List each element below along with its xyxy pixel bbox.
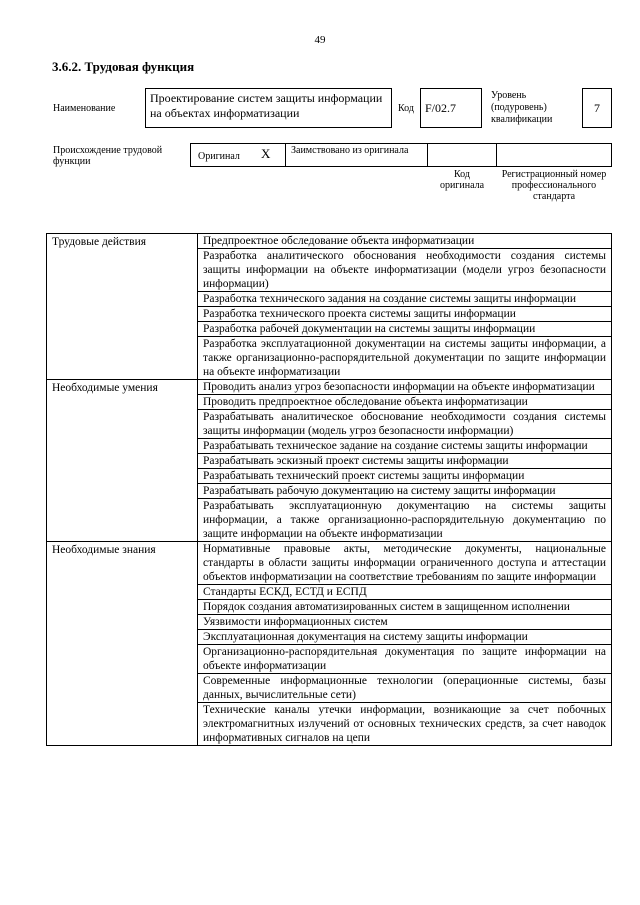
level-value: 7 [594, 101, 600, 115]
original-label: Оригинал [198, 151, 240, 162]
category-label: Необходимые знания [52, 544, 156, 556]
item-cell: Уязвимости информационных систем [198, 615, 612, 630]
item-cell: Разрабатывать аналитическое обоснование необходимости создания системы защиты информации (модель угроз безопасности информации) [198, 410, 612, 439]
category-cell [47, 234, 198, 380]
item-cell: Разработка эксплуатационной документации на системы защиты информации, а также организационно-распорядительной документации по защите информации на объекте информатизации [198, 337, 612, 380]
labor-function-table [46, 233, 612, 746]
category-label: Необходимые умения [52, 382, 158, 394]
item-cell: Разработка аналитического обоснования необходимости создания системы защиты информации на объекте информатизации (модели угроз безопасности информации) [198, 249, 612, 292]
level-value-box [582, 88, 612, 128]
table-row [47, 234, 612, 249]
item-cell: Нормативные правовые акты, методические документы, национальные стандарты в области защиты информации ограниченного доступа и аттестации объектов информатизации на соответствие требованиям по защите информации [198, 542, 612, 585]
item-cell: Проводить анализ угроз безопасности информации на объекте информатизации [198, 380, 612, 395]
origin-row [190, 143, 612, 167]
item-cell: Эксплуатационная документация на систему защиты информации [198, 630, 612, 645]
item-cell: Стандарты ЕСКД, ЕСТД и ЕСПД [198, 585, 612, 600]
item-cell: Разработка технического задания на создание системы защиты информации [198, 292, 612, 307]
code-value: F/02.7 [425, 101, 457, 115]
page-number: 49 [314, 34, 326, 46]
item-cell: Разрабатывать эскизный проект системы защиты информации [198, 454, 612, 469]
item-cell: Разрабатывать техническое задание на создание системы защиты информации [198, 439, 612, 454]
item-cell: Разработка рабочей документации на системы защиты информации [198, 322, 612, 337]
borrowed-label: Заимствовано из оригинала [291, 145, 409, 156]
code-label: Код [398, 103, 414, 114]
level-label: Уровень (подуровень) квалификации [491, 90, 553, 125]
item-cell: Порядок создания автоматизированных систем в защищенном исполнении [198, 600, 612, 615]
item-cell: Проводить предпроектное обследование объекта информатизации [198, 395, 612, 410]
name-label: Наименование [53, 103, 116, 114]
item-cell: Организационно-распорядительная документация по защите информации на объекте информатизации [198, 645, 612, 674]
reg-number-label: Регистрационный номер профессионального стандарта [501, 169, 607, 202]
item-cell: Разработка технического проекта системы защиты информации [198, 307, 612, 322]
category-cell [47, 542, 198, 746]
item-cell: Разрабатывать технический проект системы защиты информации [198, 469, 612, 484]
item-cell: Разрабатывать рабочую документацию на систему защиты информации [198, 484, 612, 499]
code-value-box [420, 88, 482, 128]
item-cell: Предпроектное обследование объекта информатизации [198, 234, 612, 249]
table-row [47, 380, 612, 395]
function-name-value: Проектирование систем защиты информации на объектах информатизации [150, 91, 383, 120]
item-cell: Современные информационные технологии (операционные системы, базы данных, вычислительные сети) [198, 674, 612, 703]
section-title: 3.6.2. Трудовая функция [52, 59, 195, 74]
category-cell [47, 380, 198, 542]
origin-label: Происхождение трудовой функции [53, 145, 163, 167]
table-row [47, 542, 612, 585]
original-mark: X [261, 146, 271, 161]
item-cell: Технические каналы утечки информации, возникающие за счет побочных электромагнитных излучений от основных технических средств, за счет наводок информативных сигналов на цепи [198, 703, 612, 746]
category-label: Трудовые действия [52, 236, 147, 248]
item-cell: Разрабатывать эксплуатационную документацию на системы защиты информации, а также организационно-распорядительную документацию по защите информации на объекте информатизации [198, 499, 612, 542]
function-name-box [145, 88, 392, 128]
origin-code-label: Код оригинала [439, 169, 485, 191]
